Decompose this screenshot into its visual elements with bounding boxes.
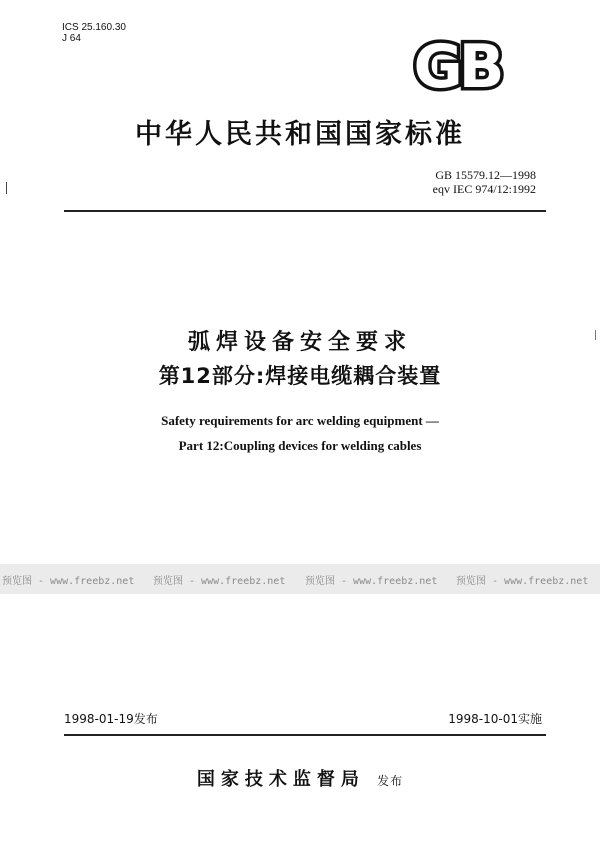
classification-codes bbox=[62, 22, 126, 44]
watermark-text: 预览图 - www.freebz.net bbox=[305, 576, 438, 587]
ccs-code: J 64 bbox=[62, 33, 81, 44]
watermark-band bbox=[0, 564, 600, 594]
gb-logo bbox=[402, 35, 512, 97]
title-en-part: Part 12:Coupling devices for welding cables bbox=[178, 438, 422, 453]
issue-date: 1998-01-19发布 bbox=[64, 712, 158, 726]
watermark-text: 预览图 - www.freebz.net bbox=[153, 576, 286, 587]
footer-divider bbox=[64, 734, 546, 736]
watermark-text: 预览图 - www.freebz.net bbox=[456, 576, 589, 587]
effective-date: 1998-10-01实施 bbox=[448, 712, 542, 726]
title-en-main: Safety requirements for arc welding equipment — bbox=[161, 413, 439, 428]
watermark-text: 预览图 - www.freebz.net bbox=[2, 576, 135, 587]
issuer-suffix: 发布 bbox=[377, 774, 404, 788]
title-zh-part: 第12部分:焊接电缆耦合装置 bbox=[158, 364, 442, 388]
standard-code bbox=[433, 168, 536, 196]
header-divider bbox=[64, 210, 546, 212]
gb-logo-text: GB bbox=[413, 35, 501, 97]
standard-number: GB 15579.12—1998 bbox=[435, 168, 536, 182]
standard-title: 中华人民共和国国家标准 bbox=[135, 119, 465, 150]
ics-code: ICS 25.160.30 bbox=[62, 22, 126, 33]
title-zh-main: 弧焊设备安全要求 bbox=[187, 330, 412, 355]
issuing-authority bbox=[0, 765, 600, 791]
issuer-name: 国家技术监督局 bbox=[196, 769, 365, 790]
equivalence-note: eqv IEC 974/12:1992 bbox=[432, 182, 536, 196]
scan-mark bbox=[6, 182, 7, 194]
